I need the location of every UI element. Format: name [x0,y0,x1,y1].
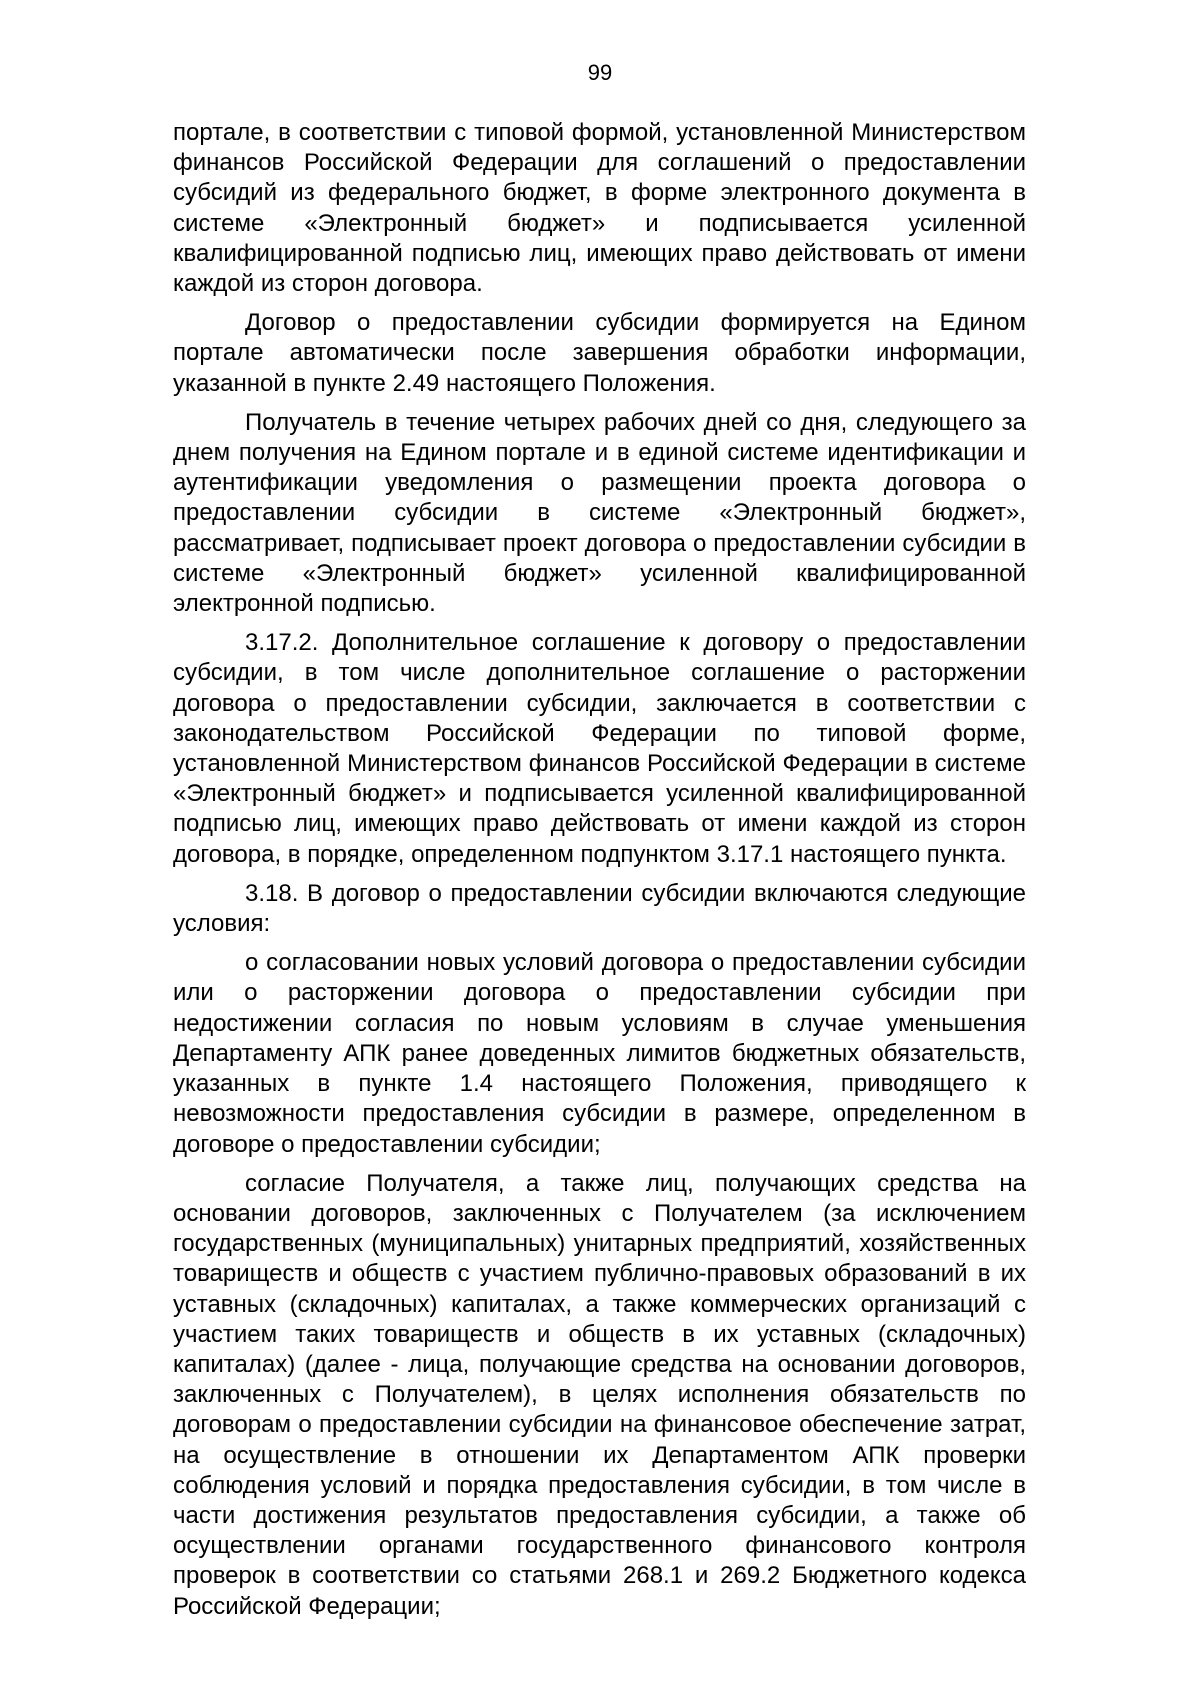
paragraph: Получатель в течение четырех рабочих дней со дня, следующего за днем получения на Едином портале и в единой системе идентификации и аутентификации уведомления о размещении проекта договора о предоставлении субсидии в системе «Электронный бюджет», рассматривает, подписывает проект договора о предоставлении субсидии в системе «Электронный бюджет» усиленной квалифицированной электронной подписью. [173,408,1026,618]
paragraph-clause-3-18: 3.18. В договор о предоставлении субсидии включаются следующие условия: [173,879,1026,938]
paragraph-clause-3-17-2: 3.17.2. Дополнительное соглашение к договору о предоставлении субсидии, в том числе дополнительное соглашение о расторжении договора о предоставлении субсидии, заключается в соответствии с законодательством Российской Федерации по типовой форме, установленной Министерством финансов Российской Федерации в системе «Электронный бюджет» и подписывается усиленной квалифицированной подписью лиц, имеющих право действовать от имени каждой из сторон договора, в порядке, определенном подпунктом 3.17.1 настоящего пункта. [173,629,1026,868]
page-number: 99 [587,60,613,85]
paragraph-condition: согласие Получателя, а также лиц, получающих средства на основании договоров, заключенных с Получателем (за исключением государственных (муниципальных) унитарных предприятий, хозяйственных товариществ и обществ с участием публично-правовых образований в их уставных (складочных) капиталах, а также коммерческих организаций с участием таких товариществ и обществ в их уставных (складочных) капиталах) (далее - лица, получающие средства на основании договоров, заключенных с Получателем), в целях исполнения обязательств по договорам о предоставлении субсидии на финансовое обеспечение затрат, на осуществление в отношении их Департаментом АПК проверки соблюдения условий и порядка предоставления субсидии, в том числе в части достижения результатов предоставления субсидии, а также об осуществлении органами государственного финансового контроля проверок в соответствии со статьями 268.1 и 269.2 Бюджетного кодекса Российской Федерации; [173,1169,1026,1620]
paragraph-continuation: портале, в соответствии с типовой формой, установленной Министерством финансов Российской Федерации для соглашений о предоставлении субсидий из федерального бюджет, в форме электронного документа в системе «Электронный бюджет» и подписывается усиленной квалифицированной подписью лиц, имеющих право действовать от имени каждой из сторон договора. [173,119,1026,298]
paragraph-condition: о согласовании новых условий договора о предоставлении субсидии или о расторжении договора о предоставлении субсидии при недостижении согласия по новым условиям в случае уменьшения Департаменту АПК ранее доведенных лимитов бюджетных обязательств, указанных в пункте 1.4 настоящего Положения, приводящего к невозможности предоставления субсидии в размере, определенном в договоре о предоставлении субсидии; [173,949,1026,1158]
document-body [173,118,1026,1631]
paragraph: Договор о предоставлении субсидии формируется на Едином портале автоматически после завершения обработки информации, указанной в пункте 2.49 настоящего Положения. [173,309,1026,397]
